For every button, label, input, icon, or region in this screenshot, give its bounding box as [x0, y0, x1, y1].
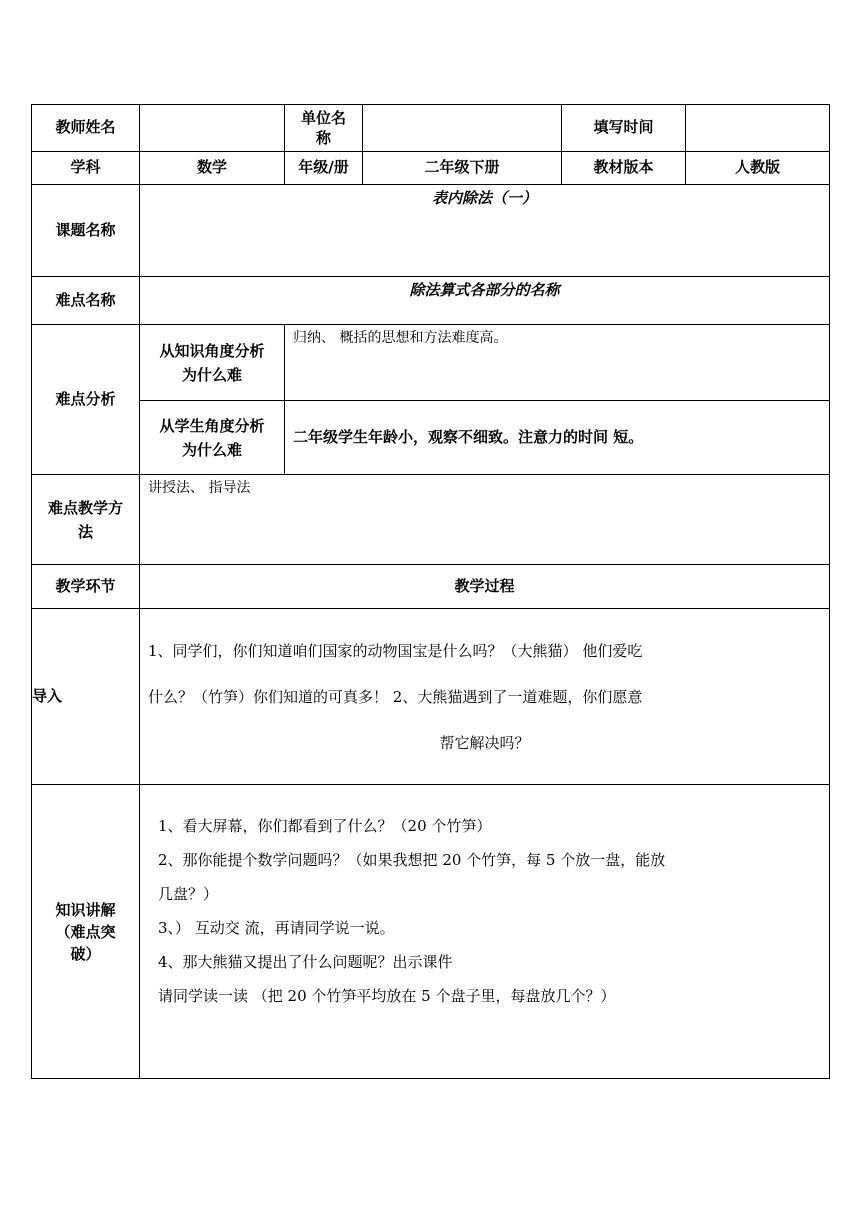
info-row-1: [32, 105, 830, 152]
student-angle-text: 二年级学生年龄小，观察不细致。注意力的时间 短。: [285, 401, 830, 475]
knowledge-paragraph-5: 4、那大熊猫又提出了什么问题呢？出示课件: [158, 953, 453, 971]
knowledge-paragraph-3: 几盘？）: [158, 885, 219, 903]
unit-name-label-line1: 单位名: [300, 109, 346, 127]
analysis-label: 难点分析: [32, 325, 140, 475]
method-text: 讲授法、 指导法: [140, 475, 830, 565]
grade-label: 年级/册: [285, 152, 363, 185]
unit-name-label-line2: 称: [315, 129, 331, 147]
knowledge-angle-label-line1: 从知识角度分析: [159, 341, 265, 360]
student-angle-label-line1: 从学生角度分析: [159, 416, 265, 435]
difficulty-value: 除法算式各部分的名称: [140, 277, 830, 325]
textbook-label: 教材版本: [562, 152, 686, 185]
knowledge-paragraph-2: 2、那你能提个数学问题吗？（如果我想把 20 个竹笋，每 5 个放一盘，能放: [158, 851, 666, 869]
process-header: 教学过程: [140, 565, 830, 609]
method-label: [32, 475, 140, 565]
info-row-2: [32, 152, 830, 185]
topic-value: 表内除法（一）: [140, 185, 830, 277]
knowledge-angle-label: [140, 325, 285, 401]
topic-label: 课题名称: [32, 185, 140, 277]
teacher-name-label: 教师姓名: [32, 105, 140, 152]
student-angle-label: [140, 401, 285, 475]
knowledge-row: [32, 785, 830, 1079]
fill-time-label: 填写时间: [562, 105, 686, 152]
knowledge-content: [140, 785, 830, 1079]
knowledge-label-line1: 知识讲解: [55, 900, 116, 919]
analysis-row-knowledge: [32, 325, 830, 401]
difficulty-row: [32, 277, 830, 325]
intro-content: [140, 609, 830, 785]
textbook-value: 人教版: [686, 152, 830, 185]
knowledge-angle-label-line2: 为什么难: [181, 365, 242, 384]
intro-row: [32, 609, 830, 785]
knowledge-angle-text: 归纳、 概括的思想和方法难度高。: [285, 325, 830, 401]
lesson-plan-table: [31, 104, 830, 1079]
fill-time-value: [686, 105, 830, 152]
process-header-row: [32, 565, 830, 609]
knowledge-label: [32, 785, 140, 1079]
intro-label: 导入: [32, 609, 140, 785]
method-label-line1: 难点教学方: [47, 498, 123, 517]
analysis-row-student: [32, 401, 830, 475]
subject-label: 学科: [32, 152, 140, 185]
topic-row: [32, 185, 830, 277]
intro-line-2: 什么？（竹笋）你们知道的可真多！ 2、大熊猫遇到了一道难题，你们愿意: [148, 687, 643, 706]
intro-line-3: 帮它解决吗？: [439, 733, 530, 752]
teacher-name-value: [140, 105, 285, 152]
intro-line-1: 1、同学们，你们知道咱们国家的动物国宝是什么吗？（大熊猫） 他们爱吃: [148, 641, 643, 660]
unit-name-value: [363, 105, 562, 152]
subject-value: 数学: [140, 152, 285, 185]
stage-header: 教学环节: [32, 565, 140, 609]
knowledge-paragraph-4: 3、） 互动交 流，再请同学说一说。: [158, 919, 395, 937]
grade-value: 二年级下册: [363, 152, 562, 185]
student-angle-label-line2: 为什么难: [181, 440, 242, 459]
knowledge-paragraph-1: 1、看大屏幕，你们都看到了什么？（20 个竹笋）: [158, 817, 492, 835]
unit-name-label: [285, 105, 363, 152]
knowledge-label-line3: 破）: [70, 944, 101, 963]
difficulty-label: 难点名称: [32, 277, 140, 325]
knowledge-paragraph-6: 请同学读一读 （把 20 个竹笋平均放在 5 个盘子里，每盘放几个？）: [158, 987, 616, 1005]
knowledge-label-line2: （难点突: [55, 922, 116, 941]
method-label-line2: 法: [77, 522, 93, 541]
method-row: [32, 475, 830, 565]
